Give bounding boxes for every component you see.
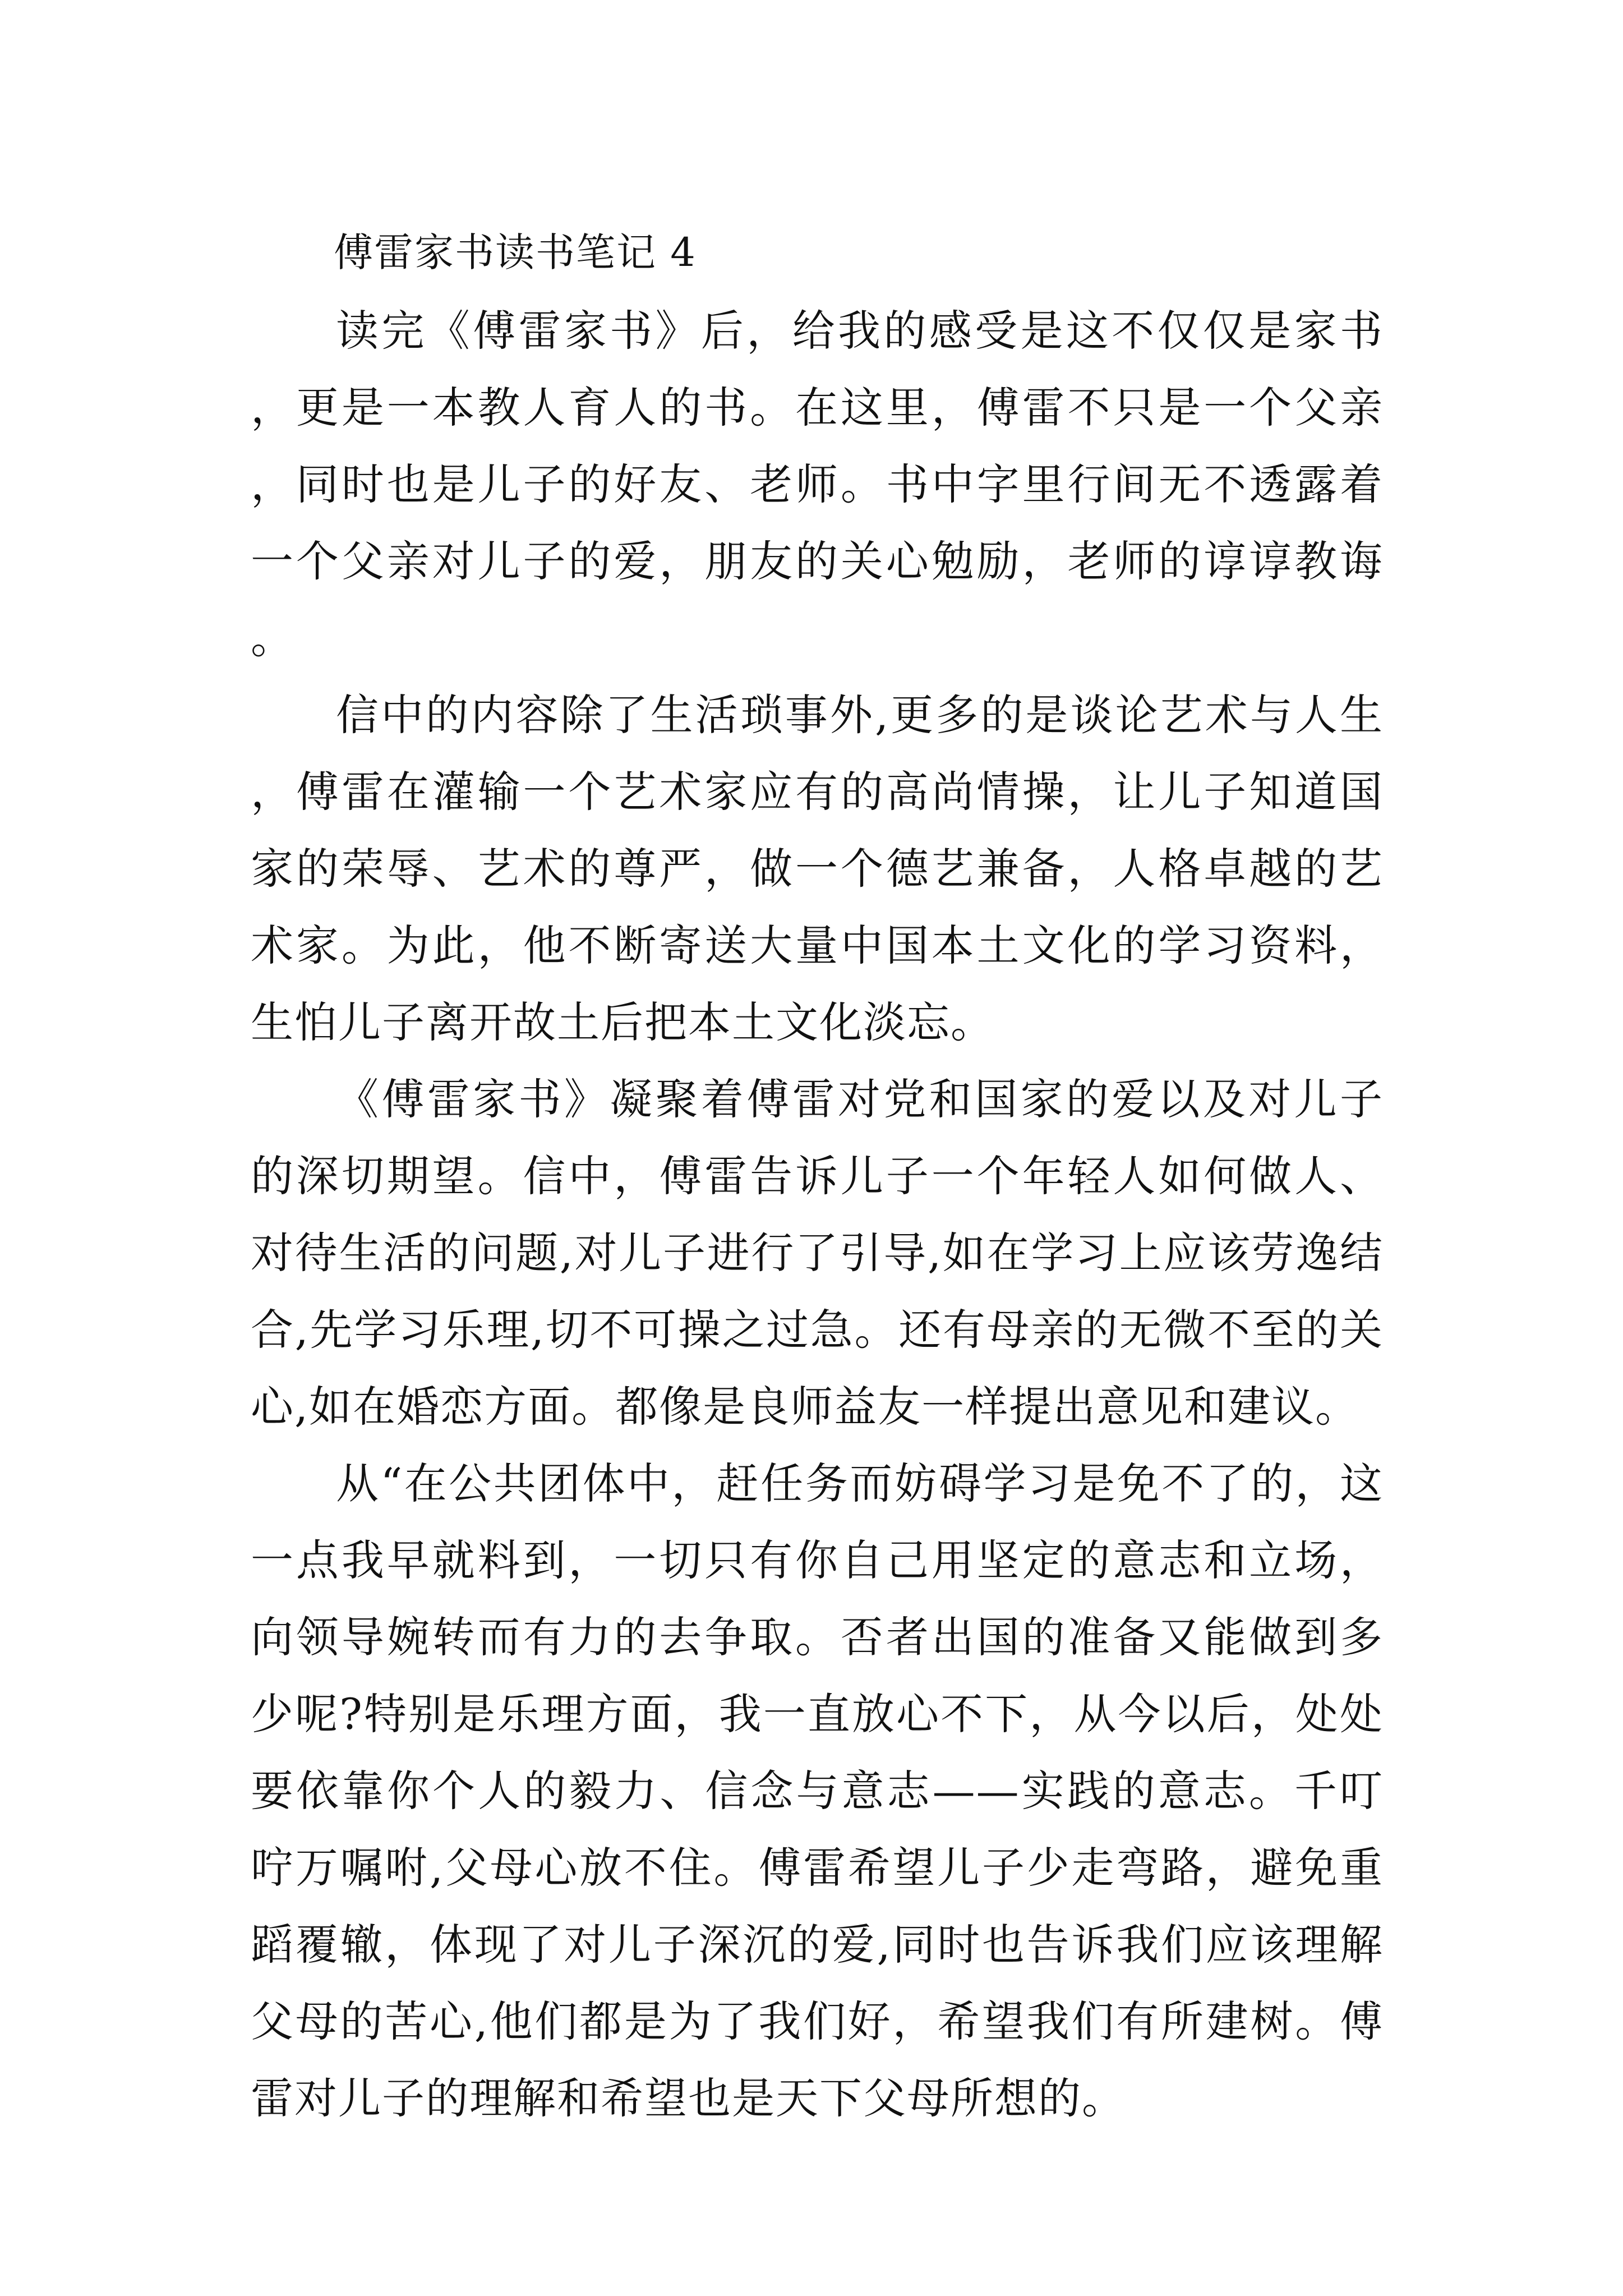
document-title: 傅雷家书读书笔记 4 [334, 229, 697, 275]
paragraph-2: 信中的内容除了生活琐事外,更多的是谈论艺术与人生，傅雷在灌输一个艺术家应有的高尚情操，让儿子知道国家的荣辱、艺术的尊严，做一个德艺兼备，人格卓越的艺术家。为此，他不断寄送大量中国本土文化的学习资料，生怕儿子离开故土后把本土文化淡忘。 [251, 690, 1384, 1047]
paragraph-3: 《傅雷家书》凝聚着傅雷对党和国家的爱以及对儿子的深切期望。信中，傅雷告诉儿子一个年轻人如何做人、对待生活的问题,对儿子进行了引导,如在学习上应该劳逸结合,先学习乐理,切不可操之过急。还有母亲的无微不至的关心,如在婚恋方面。都像是良师益友一样提出意见和建议。 [251, 1074, 1384, 1432]
paragraph-4: 从“在公共团体中，赶任务而妨碍学习是免不了的，这一点我早就料到，一切只有你自己用坚定的意志和立场，向领导婉转而有力的去争取。否者出国的准备又能做到多少呢?特别是乐理方面，我一直放心不下，从今以后，处处要依靠你个人的毅力、信念与意志——实践的意志。千叮咛万嘱咐,父母心放不住。傅雷希望儿子少走弯路，避免重蹈覆辙，体现了对儿子深沉的爱,同时也告诉我们应该理解父母的苦心,他们都是为了我们好，希望我们有所建树。傅雷对儿子的理解和希望也是天下父母所想的。 [251, 1458, 1384, 2123]
document-body [251, 214, 1384, 2137]
paragraph-1: 读完《傅雷家书》后，给我的感受是这不仅仅是家书，更是一本教人育人的书。在这里，傅雷不只是一个父亲，同时也是儿子的好友、老师。书中字里行间无不透露着一个父亲对儿子的爱，朋友的关心勉励，老师的谆谆教诲。 [251, 306, 1384, 663]
